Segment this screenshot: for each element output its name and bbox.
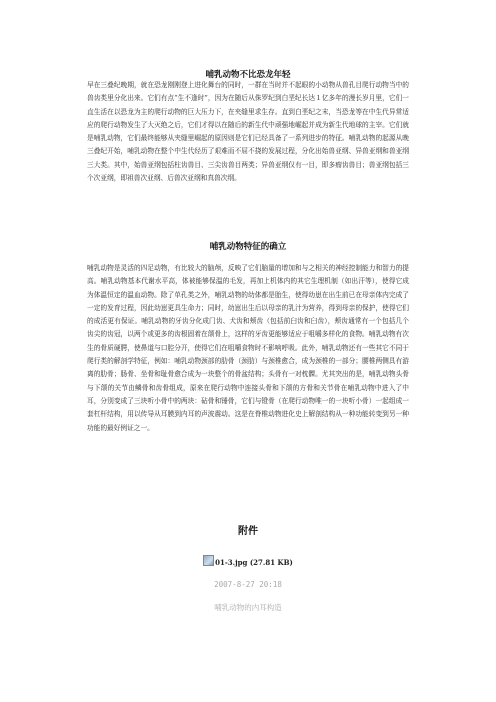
attachment-heading: 附件: [238, 526, 258, 537]
attachment-file-link[interactable]: [87, 555, 409, 567]
attachment-caption: 哺乳动物的内耳构造: [214, 603, 282, 612]
attachment-date: 2007-8-27 20:18: [214, 580, 282, 589]
section-title-mammals-not-younger: 哺乳动物不比恐龙年轻: [205, 70, 291, 80]
paragraph-mammal-origin: 早在三叠纪晚期，就在恐龙刚刚登上进化舞台的同时，一群在当时并不起眼的小动物从兽孔目爬行动物当中的兽齿类里分化出来。它们有点“生不逢时”，因为在随后从侏罗纪到白垩纪长达１亿多年的漫长岁月里，它们一直生活在以恐龙为主的爬行动物的巨大压力下，在夹缝里求生存。直到白垩纪之末，当恐龙等在中生代异常适应的爬行动物发生了大灭绝之后，它们才得以在随后的新生代中顽强地崛起并成为新生代地球的主宰。它们就是哺乳动物，它们最终能够从夹缝里崛起的原因则是它们已经具备了一系列进步的特征。哺乳动物的起源从晚三叠纪开始，哺乳动物在整个中生代经历了艰难而不屈不挠的发展过程，分化出始兽亚纲、异兽亚纲和兽亚纲三大类。其中，始兽亚纲包括柱齿兽目、三尖齿兽目两类；异兽亚纲仅有一目，即多瘤齿兽目；兽亚纲包括三个次亚纲，即祖兽次亚纲、后兽次亚纲和真兽次纲。: [87, 81, 409, 183]
paragraph-mammal-traits: 哺乳动物是灵活的四足动物，有比较大的脑颅，反映了它们脑量的增加和与之相关的神经控制能力和智力的提高。哺乳动物基本代谢水平高，体被能够保温的毛发，再加上机体内的其它生理机制（如出汗等），使得它成为体温恒定的温血动物。除了单孔类之外，哺乳动物的幼体都是胎生，使得幼崽在出生前已在母亲体内完成了一定的发育过程，因此幼崽更具生命力；同时，幼崽出生后以母亲的乳汁为营养，得到母亲的保护，使得它们的成活更有保证。哺乳动物的牙齿分化成门齿、犬齿和颊齿（包括前臼齿和臼齿），颊齿通常有一个包括几个齿尖的齿冠，以两个或更多的齿根固着在颌骨上，这样的牙齿更能够适应于咀嚼多样化的食物。哺乳动物有次生的骨质硬腭，使鼻道与口腔分开，使得它们在咀嚼食物时不影响呼吸。此外，哺乳动物还有一些其它不同于爬行类的解剖学特征，例如：哺乳动物颈部的肋骨（颈肋）与颈椎愈合，成为颈椎的一部分；腰椎两侧具有游离的肋骨；肠骨、坐骨和耻骨愈合成为一块整个的骨盆结构；头骨有一对枕髁。尤其突出的是，哺乳动物头骨与下颌的关节由鳞骨和齿骨组成，原来在爬行动物中连接头骨和下颌的方骨和关节骨在哺乳动物中进入了中耳，分别变成了三块听小骨中的两块：砧骨和锤骨，它们与镫骨（在爬行动物唯一的一块听小骨）一起组成一套杠杆结构，用以传导从耳膜到内耳的声波震动。这是在脊椎动物进化史上解剖结构从一种功能转变到另一种功能的最好例证之一。: [87, 264, 409, 432]
section-title-mammal-traits: 哺乳动物特征的确立: [209, 242, 287, 252]
attachment-file-label[interactable]: 01-3.jpg (27.81 KB): [215, 558, 293, 567]
image-file-icon: [203, 555, 214, 566]
